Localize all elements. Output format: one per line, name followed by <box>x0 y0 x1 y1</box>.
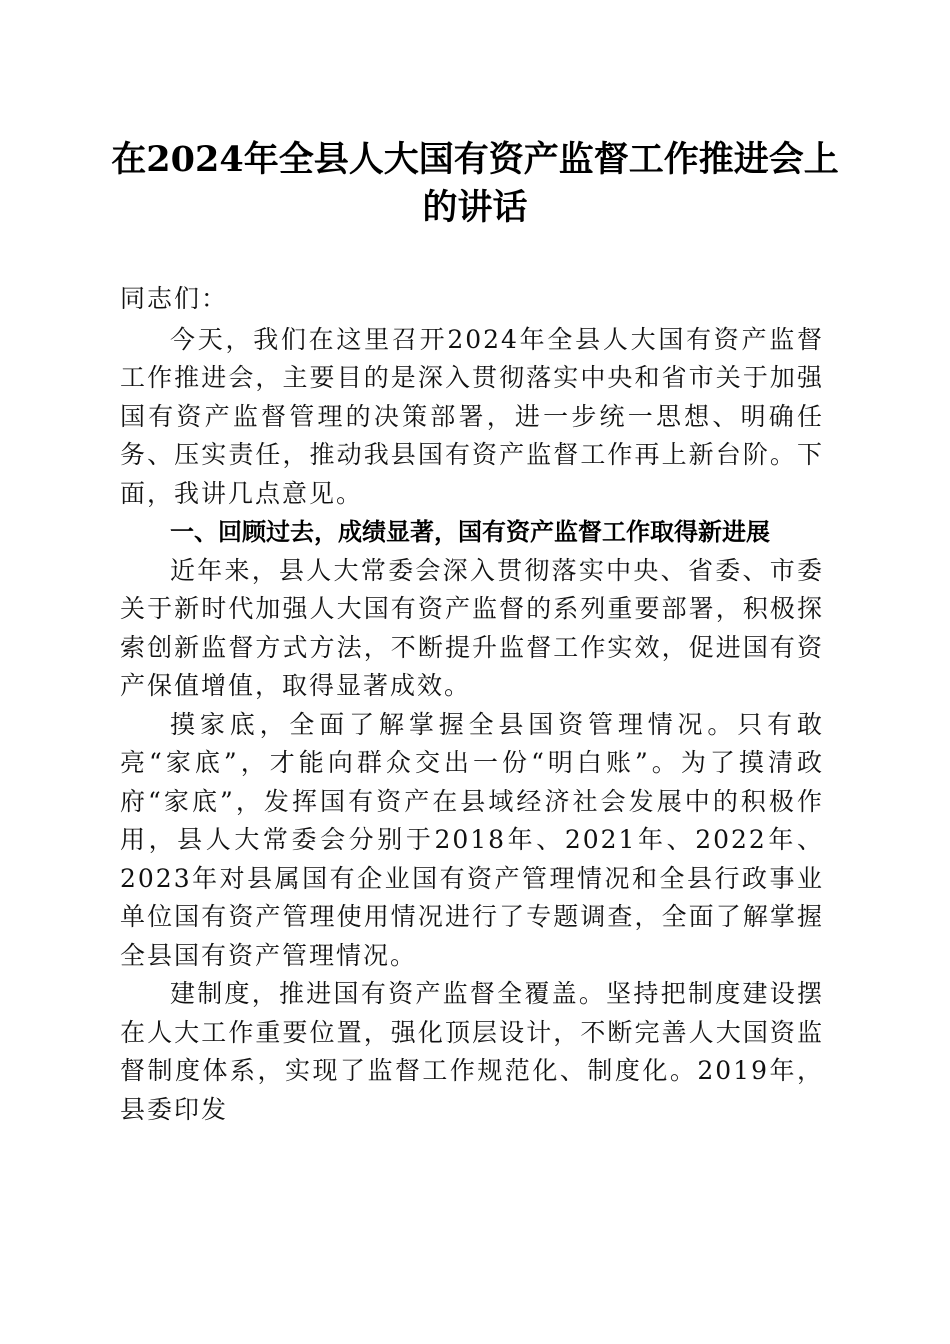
document-title: 在2024年全县人大国有资产监督工作推进会上的讲话 <box>111 139 839 228</box>
intro-paragraph: 今天，我们在这里召开2024年全县人大国有资产监督工作推进会，主要目的是深入贯彻落实中央和省市关于加强国有资产监督管理的决策部署，进一步统一思想、明确任务、压实责任，推动我县国有资产监督工作再上新台阶。下面，我讲几点意见。 <box>120 324 824 508</box>
section-1-paragraph-1: 近年来，县人大常委会深入贯彻落实中央、省委、市委关于新时代加强人大国有资产监督的系列重要部署，积极探索创新监督方式方法，不断提升监督工作实效，促进国有资产保值增值，取得显著成效。 <box>120 555 824 700</box>
greeting: 同志们： <box>120 284 229 313</box>
document-body <box>120 280 824 1129</box>
section-1-paragraph-3: 建制度，推进国有资产监督全覆盖。坚持把制度建设摆在人大工作重要位置，强化顶层设计，不断完善人大国资监督制度体系，实现了监督工作规范化、制度化。2019年，县委印发 <box>120 979 824 1124</box>
section-heading-1: 一、回顾过去，成绩显著，国有资产监督工作取得新进展 <box>170 518 770 546</box>
section-1-paragraph-2: 摸家底，全面了解掌握全县国资管理情况。只有敢亮“家底”，才能向群众交出一份“明白账”。为了摸清政府“家底”，发挥国有资产在县域经济社会发展中的积极作用，县人大常委会分别于2018年、2021年、2022年、2023年对县属国有企业国有资产管理情况和全县行政事业单位国有资产管理使用情况进行了专题调查，全面了解掌握全县国有资产管理情况。 <box>120 709 824 970</box>
